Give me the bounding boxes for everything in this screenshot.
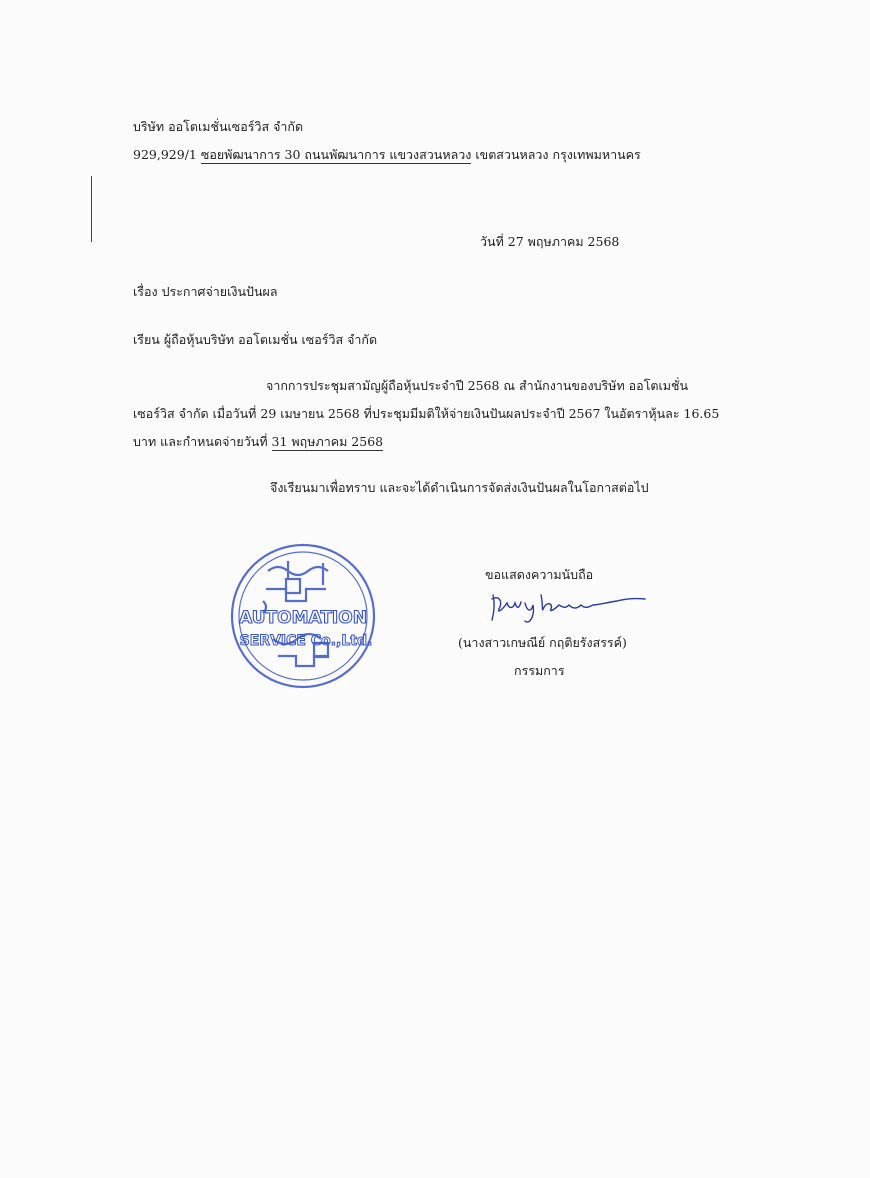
address-street: ซอยพัฒนาการ 30 ถนนพัฒนาการ แขวงสวนหลวง (200, 147, 472, 162)
body-line-3-prefix: บาท และกำหนดจ่ายวันที่ (133, 434, 268, 449)
company-stamp (228, 541, 378, 691)
signatory-name: (นางสาวเกษณีย์ กฤติยรังสรรค์) (458, 635, 627, 650)
signature-salutation: ขอแสดงความนับถือ (485, 567, 594, 582)
handwritten-signature (485, 587, 650, 623)
letter-date: วันที่ 27 พฤษภาคม 2568 (480, 234, 620, 249)
body-line-2: เซอร์วิส จำกัด เมื่อวันที่ 29 เมษายน 2568 ที่ประชุมมีมติให้จ่ายเงินปันผลประจำปี 2567 ในอัตราหุ้นละ 16.65 (133, 406, 720, 421)
letter-subject: เรื่อง ประกาศจ่ายเงินปันผล (133, 284, 278, 299)
signatory-title: กรรมการ (514, 663, 565, 678)
payment-date: 31 พฤษภาคม 2568 (271, 434, 384, 449)
address-number: 929,929/1 (133, 147, 197, 162)
address-district: เขตสวนหลวง กรุงเทพมหานคร (475, 147, 641, 162)
stamp-text-bottom: SERVICE Co.,Ltd. (239, 633, 373, 649)
letter-recipient: เรียน ผู้ถือหุ้นบริษัท ออโตเมชั่น เซอร์วิส จำกัด (133, 332, 378, 347)
body-line-1: จากการประชุมสามัญผู้ถือหุ้นประจำปี 2568 ณ สำนักงานของบริษัท ออโตเมชั่น (266, 378, 689, 393)
company-name: บริษัท ออโตเมชั่นเซอร์วิส จำกัด (133, 119, 304, 134)
company-address (133, 147, 641, 163)
margin-mark (91, 176, 92, 242)
body-line-3 (133, 434, 383, 450)
stamp-text-top: AUTOMATION (239, 608, 367, 628)
closing-line: จึงเรียนมาเพื่อทราบ และจะได้ดำเนินการจัดส่งเงินปันผลในโอกาสต่อไป (270, 480, 649, 495)
